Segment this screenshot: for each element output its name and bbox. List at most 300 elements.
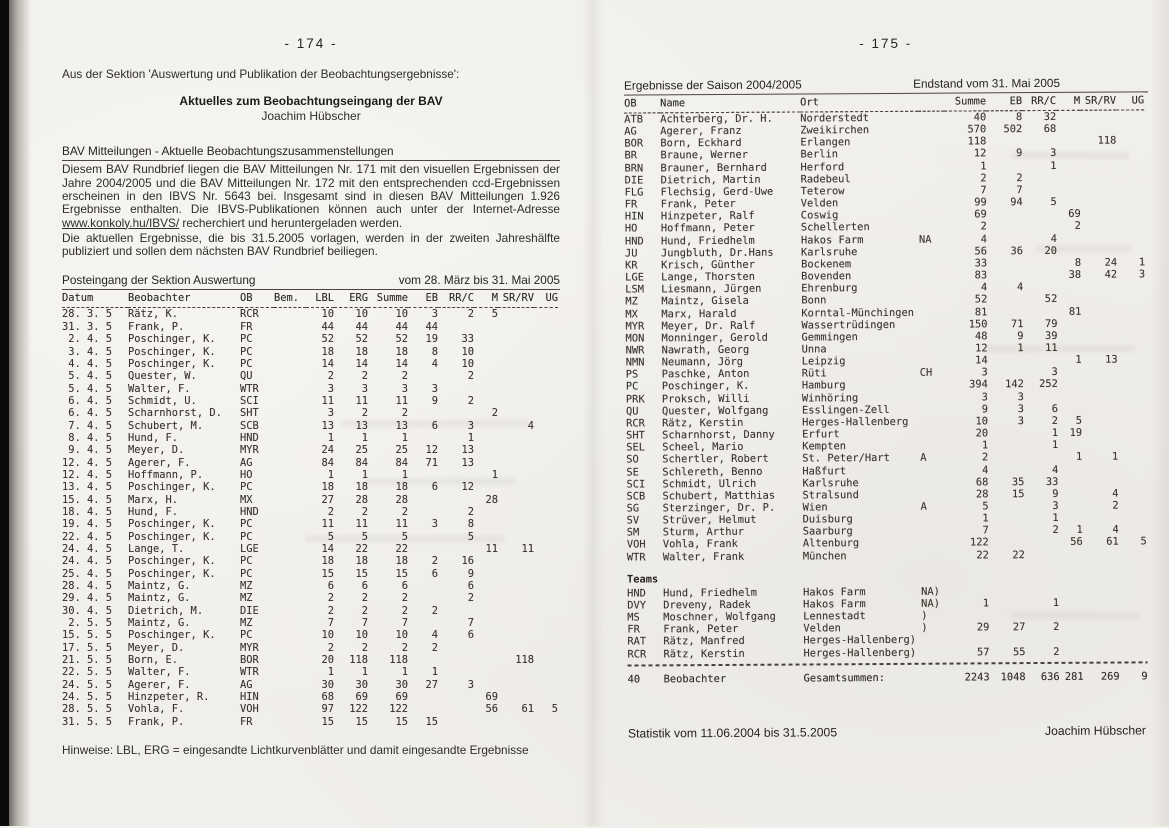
cell-ort: Radebeul [800, 172, 851, 186]
cell-erg: 1 [361, 431, 368, 444]
cell-ug [534, 555, 558, 567]
cell-rrc: 10 [461, 345, 474, 358]
cell-lbl: 15 [321, 567, 334, 580]
cell-summe: 56 [974, 245, 988, 258]
table-row [62, 531, 558, 543]
cell-beobachter: Meyer, D. [128, 641, 185, 654]
cell-erg: 1 [361, 468, 368, 481]
cell-country [918, 136, 944, 148]
cell-srrv [498, 580, 534, 592]
cell-ob: SM [626, 526, 640, 539]
cell-lbl: 6 [327, 580, 334, 593]
cell-country [921, 537, 947, 549]
cell-datum: 30. 4. 5 [62, 604, 113, 617]
cell-country [918, 124, 944, 136]
cell-rrc: 1 [1051, 439, 1059, 452]
cell-srrv [498, 444, 534, 456]
cell-ort: Herges-Hallenberg [802, 415, 909, 429]
cell-eb [989, 500, 1025, 512]
cell-summe: 7 [982, 524, 989, 537]
cell-srrv: 24 [1104, 256, 1118, 269]
cell-summe: 30 [395, 678, 408, 691]
cell-name: Hinzpeter, Ralf [660, 210, 755, 223]
col-header-m: M [474, 292, 498, 308]
cell-country: CH [919, 366, 933, 380]
cell-name: Born, Eckhard [660, 137, 742, 150]
cell-country [920, 464, 946, 476]
cell-eb [989, 537, 1025, 549]
cell-ob: QU [240, 370, 253, 383]
cell-rrc [1024, 451, 1058, 463]
cell-country [918, 160, 944, 172]
cell-ob: FR [240, 715, 253, 728]
cell-name: Paschke, Anton [661, 368, 750, 381]
cell-rrc: 1 [1051, 426, 1059, 440]
cell-m [1059, 585, 1083, 597]
cell-bem [274, 629, 306, 641]
cell-ug [1118, 354, 1146, 366]
cell-datum: 8. 4. 5 [62, 431, 113, 444]
cell-ort: Wassertrüdingen [801, 318, 896, 332]
cell-lbl: 97 [321, 703, 334, 716]
cell-datum: 21. 5. 5 [62, 654, 113, 667]
table-row [62, 469, 558, 481]
cell-srrv [1081, 171, 1117, 183]
cell-ug [1119, 524, 1147, 536]
cell-ob: SCB [240, 419, 259, 432]
cell-ob: MYR [240, 444, 259, 457]
cell-summe: 394 [969, 378, 988, 391]
cell-ort: Herges-Hallenberg) [803, 634, 917, 647]
cell-eb [408, 703, 438, 715]
table-row [62, 457, 558, 469]
cell-ug [534, 407, 558, 419]
article-author: Joachim Hübscher [261, 108, 361, 123]
section-heading: BAV Mitteilungen - Aktuelle Beobachtungszusammenstellungen [62, 144, 560, 161]
cell-beobachter: Quester, W. [128, 370, 197, 383]
cell-beobachter: Born, E. [128, 654, 179, 667]
cell-ob: SCB [626, 490, 646, 503]
cell-ug [534, 494, 558, 506]
cell-datum: 28. 4. 5 [62, 580, 113, 593]
cell-srrv [498, 605, 534, 617]
col-header-country [918, 96, 944, 112]
col-header-datum: Datum [62, 292, 128, 308]
cell-eb: 4 [1016, 281, 1024, 294]
cell-srrv [1082, 414, 1118, 426]
cell-srrv [498, 716, 534, 728]
cell-summe: 1 [982, 512, 989, 525]
page-174 [30, 0, 590, 826]
cell-beobachter: Poschinger, K. [128, 567, 216, 580]
cell-ob: MON [625, 332, 645, 345]
cell-summe: 4 [980, 232, 987, 245]
cell-eb [989, 524, 1025, 536]
cell-ug [1117, 281, 1145, 293]
cell-bem [274, 370, 306, 382]
cell-summe: 2 [401, 505, 408, 518]
table-row [62, 494, 558, 506]
cell-name: Hund, Friedhelm [663, 586, 757, 600]
cell-summe: 122 [389, 703, 408, 716]
cell-rrc: 12 [461, 481, 474, 494]
cell-srrv: 2 [1112, 499, 1119, 512]
cell-rrc: 2 [1053, 621, 1060, 634]
cell-ort: Coswig [800, 209, 839, 222]
cell-erg: 69 [355, 691, 368, 704]
cell-summe: 1 [982, 597, 990, 610]
cell-ort: Duisburg [802, 513, 853, 526]
cell-ob: SO [626, 453, 639, 466]
cell-ob: DIE [240, 604, 259, 617]
cell-srrv [1081, 305, 1117, 317]
cell-ort: Schellerten [800, 221, 870, 234]
cell-eb: 1 [1017, 342, 1024, 355]
cell-ort: Herges-Hallenberg) [803, 646, 917, 660]
cell-eb [408, 592, 438, 604]
cell-ug [534, 666, 558, 678]
section-intro-line: Aus der Sektion 'Auswertung und Publikation der Beobachtungsergebnisse': [62, 67, 460, 81]
cell-ug [1116, 135, 1144, 147]
cell-ob: JU [624, 247, 638, 260]
cell-summe: 2 [401, 641, 408, 654]
cell-ort: Lennestadt [803, 610, 866, 623]
cell-ob: SHT [240, 407, 259, 420]
cell-ug [534, 543, 558, 555]
table-row [62, 592, 558, 604]
cell-m [474, 629, 498, 641]
cell-srrv [1082, 378, 1118, 390]
cell-rrc [1024, 391, 1058, 403]
cell-name: Sturm, Arthur [662, 526, 745, 539]
cell-summe: 28 [395, 493, 408, 506]
cell-ob: PC [240, 357, 253, 370]
cell-rrc: 5 [1050, 196, 1057, 209]
cell-lbl: 3 [327, 382, 334, 395]
cell-srrv: 1 [1111, 450, 1119, 463]
cell-eb: 9 [1017, 329, 1024, 342]
cell-ob: SV [626, 514, 640, 527]
cell-beobachter: Frank, P. [128, 320, 185, 333]
cell-eb [988, 354, 1024, 366]
cell-summe: 13 [395, 419, 408, 432]
col-header-erg: ERG [334, 292, 368, 308]
cell-ob: RCR [627, 648, 647, 661]
cell-country [919, 221, 945, 233]
cell-summe: 68 [975, 476, 989, 489]
cell-summe: 69 [395, 691, 408, 704]
cell-bem [274, 592, 306, 604]
cell-summe: 2 [401, 592, 408, 605]
cell-name: Krisch, Günther [661, 258, 755, 272]
cell-total-eb: 1048 [1000, 670, 1026, 683]
cell-name: Rätz, Kerstin [662, 416, 744, 430]
cell-srrv: 13 [1105, 353, 1118, 366]
cell-rrc: 252 [1039, 378, 1058, 391]
col-header-lbl: LBL [306, 292, 334, 308]
cell-ob: FLG [624, 186, 644, 199]
col-header-ort: Ort [800, 96, 918, 112]
cell-ob: HND [240, 431, 259, 444]
cell-rrc: 2 [1051, 414, 1059, 427]
cell-name: Braune, Werner [660, 149, 749, 162]
cell-erg: 10 [355, 308, 368, 321]
cell-rrc: 13 [461, 456, 474, 469]
table-row [62, 691, 558, 703]
totals-row [628, 665, 1148, 686]
cell-srrv [498, 642, 534, 654]
cell-beobachter: Walter, F. [128, 666, 191, 679]
cell-ug [1119, 645, 1147, 657]
cell-summe: 150 [968, 318, 988, 331]
cell-srrv [1082, 390, 1118, 402]
cell-eb: 3 [431, 308, 438, 321]
cell-rrc [438, 716, 474, 728]
cell-erg: 30 [355, 678, 368, 691]
cell-country: A [920, 452, 927, 465]
cell-summe: 9 [981, 403, 989, 416]
cell-bem [274, 395, 306, 407]
cell-srrv [498, 333, 534, 345]
table-row [62, 703, 558, 715]
cell-country [922, 666, 948, 684]
cell-ug [534, 395, 558, 407]
cell-srrv [498, 308, 534, 321]
cell-eb: 2 [1016, 171, 1023, 184]
cell-srrv [498, 506, 534, 518]
cell-rrc: 4 [1052, 463, 1059, 476]
cell-ob: MX [625, 307, 638, 321]
cell-rrc: 3 [467, 419, 474, 432]
cell-name: Dietrich, Martin [660, 173, 761, 187]
table-row [62, 580, 558, 592]
cell-country [920, 379, 946, 391]
cell-datum: 2. 4. 5 [62, 333, 113, 346]
cell-m [1059, 512, 1083, 524]
cell-rrc: 68 [1043, 123, 1057, 136]
cell-rrc: 2 [467, 370, 474, 383]
cell-name: Frank, Peter [663, 623, 739, 636]
cell-ug [1119, 621, 1147, 633]
cell-datum: 13. 4. 5 [62, 481, 113, 494]
cell-summe: 2 [980, 172, 987, 185]
cell-m [474, 555, 498, 567]
cell-beobachter: Hund, F. [128, 505, 179, 518]
cell-ob: RCR [626, 417, 645, 430]
cell-eb [987, 208, 1023, 220]
cell-name: Nawrath, Georg [661, 343, 750, 357]
cell-lbl: 7 [327, 617, 334, 630]
cell-eb: 27 [1012, 621, 1026, 634]
cell-m [1057, 184, 1081, 196]
cell-ug [534, 531, 558, 543]
cell-srrv [1083, 609, 1119, 621]
table-row [62, 543, 558, 555]
page-number: - 175 - [859, 35, 913, 52]
cell-ug [534, 469, 558, 481]
cell-datum: 9. 4. 5 [62, 444, 113, 457]
cell-ort: Leipzig [801, 355, 846, 368]
cell-erg: 22 [355, 543, 368, 556]
cell-eb [989, 634, 1025, 646]
cell-rrc [1023, 257, 1057, 269]
cell-srrv [498, 666, 534, 678]
col-header-ob: OB [240, 292, 274, 308]
cell-summe: 48 [974, 330, 988, 343]
cell-name: Flechsig, Gerd-Uwe [660, 185, 774, 199]
cell-ug [1119, 584, 1147, 596]
col-header-beobachter: Beobachter [128, 292, 240, 308]
cell-summe: 11 [395, 394, 408, 407]
cell-m: 1 [491, 468, 498, 481]
cell-m [474, 518, 498, 530]
cell-summe: 2 [981, 451, 989, 464]
cell-ug [534, 321, 558, 333]
cell-m: 69 [485, 691, 498, 704]
col-header-srrv: SR/RV [1080, 95, 1116, 111]
cell-rrc: 6 [467, 629, 474, 642]
paragraph-1-tail: recherchiert und heruntergeladen werden. [179, 215, 403, 230]
cell-erg: 52 [355, 333, 368, 346]
cell-m [474, 666, 498, 678]
cell-ob: ATB [624, 113, 644, 126]
table-row [62, 370, 558, 382]
cell-m [1056, 147, 1080, 159]
cell-srrv: 61 [521, 703, 534, 716]
cell-country [920, 403, 946, 415]
cell-summe: 118 [967, 135, 987, 148]
cell-m: 1 [1075, 353, 1082, 366]
cell-totals-label: Gesamtsummen: [803, 671, 885, 685]
cell-datum: 5. 4. 5 [62, 370, 113, 383]
cell-ob: HO [624, 222, 638, 235]
cell-summe: 10 [395, 308, 408, 321]
cell-ug [1117, 171, 1145, 183]
cell-rrc [1023, 305, 1057, 317]
cell-m: 5 [1075, 414, 1083, 427]
cell-bem [274, 654, 306, 666]
cell-eb: 3 [1017, 415, 1025, 428]
cell-ug [534, 654, 558, 666]
cell-observer-label: Beobachter [663, 672, 727, 686]
col-header-name: Name [660, 96, 800, 112]
cell-m: 1 [1075, 451, 1083, 464]
cell-country [919, 209, 945, 221]
cell-lbl: 18 [321, 555, 334, 568]
cell-beobachter: Poschinger, K. [128, 357, 216, 370]
cell-rrc [438, 383, 474, 395]
cell-name: Marx, Harald [661, 307, 737, 320]
cell-bem [274, 642, 306, 654]
cell-country: NA) [921, 597, 940, 610]
cell-ob: PC [240, 530, 253, 543]
cell-srrv: 11 [521, 543, 534, 556]
cell-m: 38 [1068, 268, 1082, 281]
cell-erg: 2 [361, 370, 368, 383]
cell-rrc [438, 321, 474, 333]
cell-srrv [1082, 402, 1118, 414]
col-header-rrc: RR/C [1022, 95, 1056, 111]
table-row [62, 333, 558, 345]
cell-name: Dreveny, Radek [663, 598, 751, 612]
col-header-m: M [1056, 95, 1080, 111]
cell-country: NA [918, 233, 932, 246]
cell-eb: 3 [1017, 390, 1024, 403]
cell-ug [1118, 366, 1146, 378]
cell-ob: RCR [240, 308, 259, 321]
cell-srrv [1081, 196, 1117, 208]
cell-ug [534, 370, 558, 382]
cell-country [919, 185, 945, 197]
cell-rrc [1025, 536, 1059, 548]
cell-eb [989, 585, 1025, 597]
col-header-ug: UG [534, 292, 558, 308]
cell-ug: 1 [1138, 256, 1146, 269]
totals-table [628, 665, 1148, 686]
cell-ob: PC [240, 333, 253, 346]
cell-ort: Korntal-Münchingen [801, 306, 915, 319]
cell-summe: 2 [980, 220, 987, 233]
cell-rrc: 3 [1051, 366, 1058, 379]
cell-ort: Teterow [800, 185, 845, 198]
ibvs-url: www.konkoly.hu/IBVS/ [62, 215, 180, 230]
cell-summe: 44 [395, 320, 408, 333]
cell-datum: 28. 3. 5 [62, 308, 113, 321]
cell-m [1058, 475, 1082, 487]
cell-country [920, 416, 946, 428]
cell-ob: AG [624, 125, 637, 138]
cell-country [919, 172, 945, 184]
cell-erg: 15 [355, 567, 368, 580]
cell-ug [534, 716, 558, 728]
cell-ug [1118, 439, 1146, 451]
cell-ob: DVY [627, 599, 646, 612]
cell-lbl: 10 [321, 308, 334, 321]
cell-erg: 25 [355, 444, 368, 457]
cell-datum: 24. 5. 5 [62, 678, 113, 691]
cell-rrc: 52 [1044, 293, 1058, 306]
cell-srrv [498, 555, 534, 567]
cell-name: Poschinger, K. [661, 380, 750, 393]
cell-rrc: 79 [1044, 317, 1058, 330]
cell-ob: PC [240, 345, 253, 358]
cell-ug: 5 [1140, 535, 1147, 548]
cell-beobachter: Vohla, F. [128, 703, 185, 716]
cell-bem [274, 666, 306, 678]
table-row [62, 605, 558, 617]
cell-rrc: 6 [467, 580, 474, 593]
cell-bem [274, 716, 306, 728]
cell-datum: 4. 4. 5 [62, 357, 113, 370]
cell-erg: 84 [355, 456, 368, 469]
cell-eb [408, 407, 438, 419]
cell-summe: 57 [976, 645, 990, 658]
cell-name: Proksch, Willi [661, 392, 750, 405]
cell-erg: 11 [355, 518, 368, 531]
cell-rrc [438, 543, 474, 555]
cell-datum: 12. 4. 5 [62, 456, 113, 469]
cell-ug [534, 420, 558, 432]
cell-ort: Velden [803, 622, 841, 635]
cell-ug [534, 444, 558, 456]
cell-lbl: 2 [327, 370, 334, 383]
cell-erg: 14 [355, 357, 368, 370]
cell-rrc: 9 [467, 567, 474, 580]
cell-ob: KR [625, 259, 638, 272]
cell-ob: BOR [240, 654, 259, 667]
cell-ug [1118, 451, 1146, 463]
cell-ob: AG [240, 678, 253, 691]
